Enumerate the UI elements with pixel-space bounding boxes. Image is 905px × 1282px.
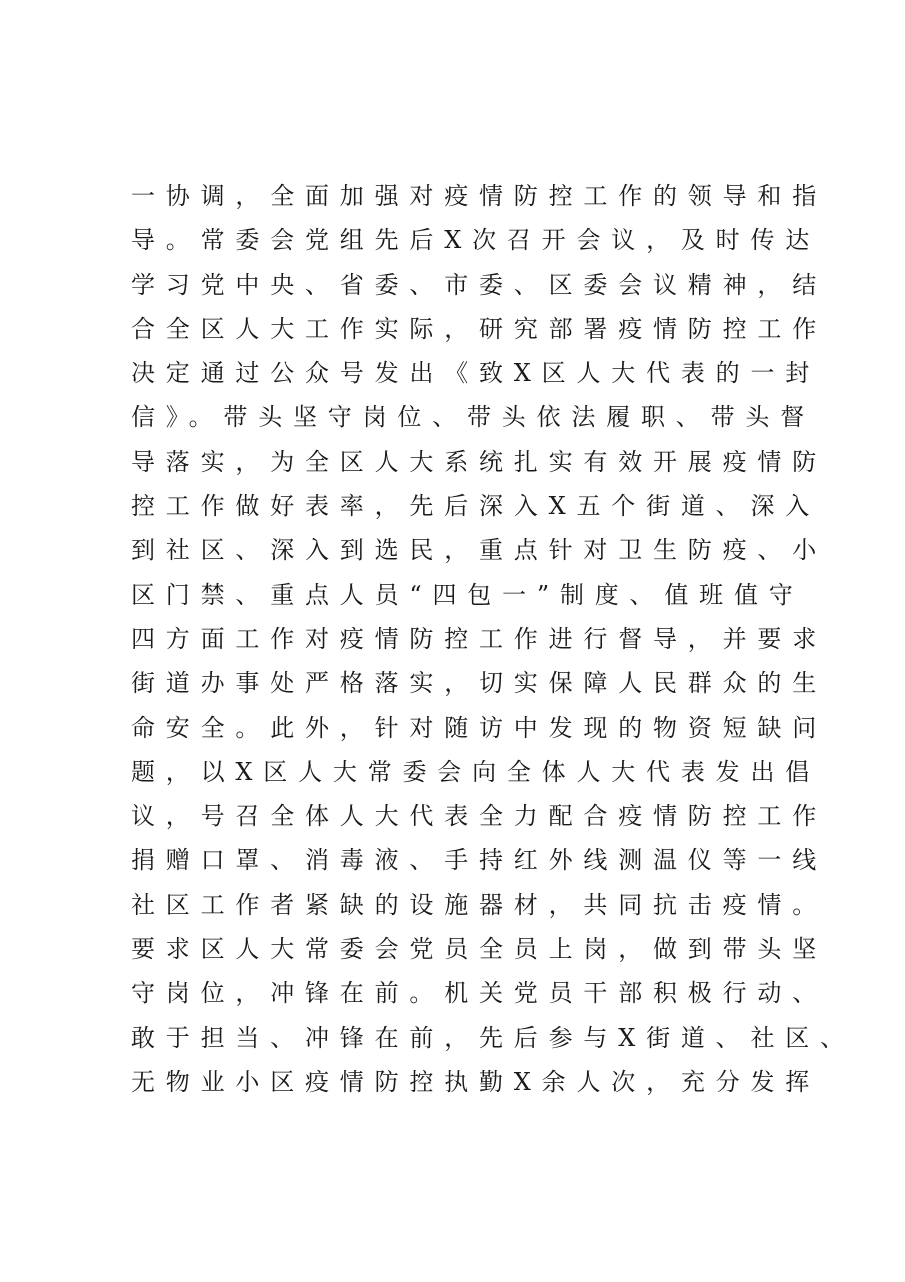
- text-line: 要求区人大常委会党员全员上岗，做到带头坚: [131, 935, 827, 964]
- text-line: 捐赠口罩、消毒液、手持红外线测温仪等一线: [131, 846, 827, 875]
- text-line: 守岗位，冲锋在前。机关党员干部积极行动、: [131, 979, 827, 1008]
- text-line: 合全区人大工作实际，研究部署疫情防控工作: [131, 314, 827, 343]
- text-line: 议，号召全体人大代表全力配合疫情防控工作: [131, 802, 827, 831]
- text-line: 信》。带头坚守岗位、带头依法履职、带头督: [131, 403, 815, 432]
- text-line: 敢于担当、冲锋在前，先后参与X街道、社区、: [131, 1023, 855, 1052]
- text-line: 区门禁、重点人员“四包一”制度、值班值守: [131, 580, 804, 609]
- text-line: 题，以X区人大常委会向全体人大代表发出倡: [131, 757, 821, 786]
- text-line: 一协调，全面加强对疫情防控工作的领导和指: [131, 182, 827, 210]
- text-line: 学习党中央、省委、市委、区委会议精神，结: [131, 270, 827, 299]
- text-line: 到社区、深入到选民，重点针对卫生防疫、小: [131, 536, 827, 565]
- text-line: 导。常委会党组先后X次召开会议，及时传达: [131, 226, 821, 255]
- text-line: 四方面工作对疫情防控工作进行督导，并要求: [131, 624, 827, 653]
- text-line: 街道办事处严格落实，切实保障人民群众的生: [131, 669, 827, 698]
- text-line: 决定通过公众号发出《致X区人大代表的一封: [131, 359, 821, 388]
- text-line: 无物业小区疫情防控执勤X余人次，充分发挥: [131, 1067, 821, 1096]
- text-line: 社区工作者紧缺的设施器材，共同抗击疫情。: [131, 890, 827, 919]
- text-line: 命安全。此外，针对随访中发现的物资短缺问: [131, 713, 827, 742]
- text-line: 控工作做好表率，先后深入X五个街道、深入: [131, 492, 821, 521]
- body-text: [131, 174, 855, 1104]
- text-line: 导落实，为全区人大系统扎实有效开展疫情防: [131, 447, 827, 476]
